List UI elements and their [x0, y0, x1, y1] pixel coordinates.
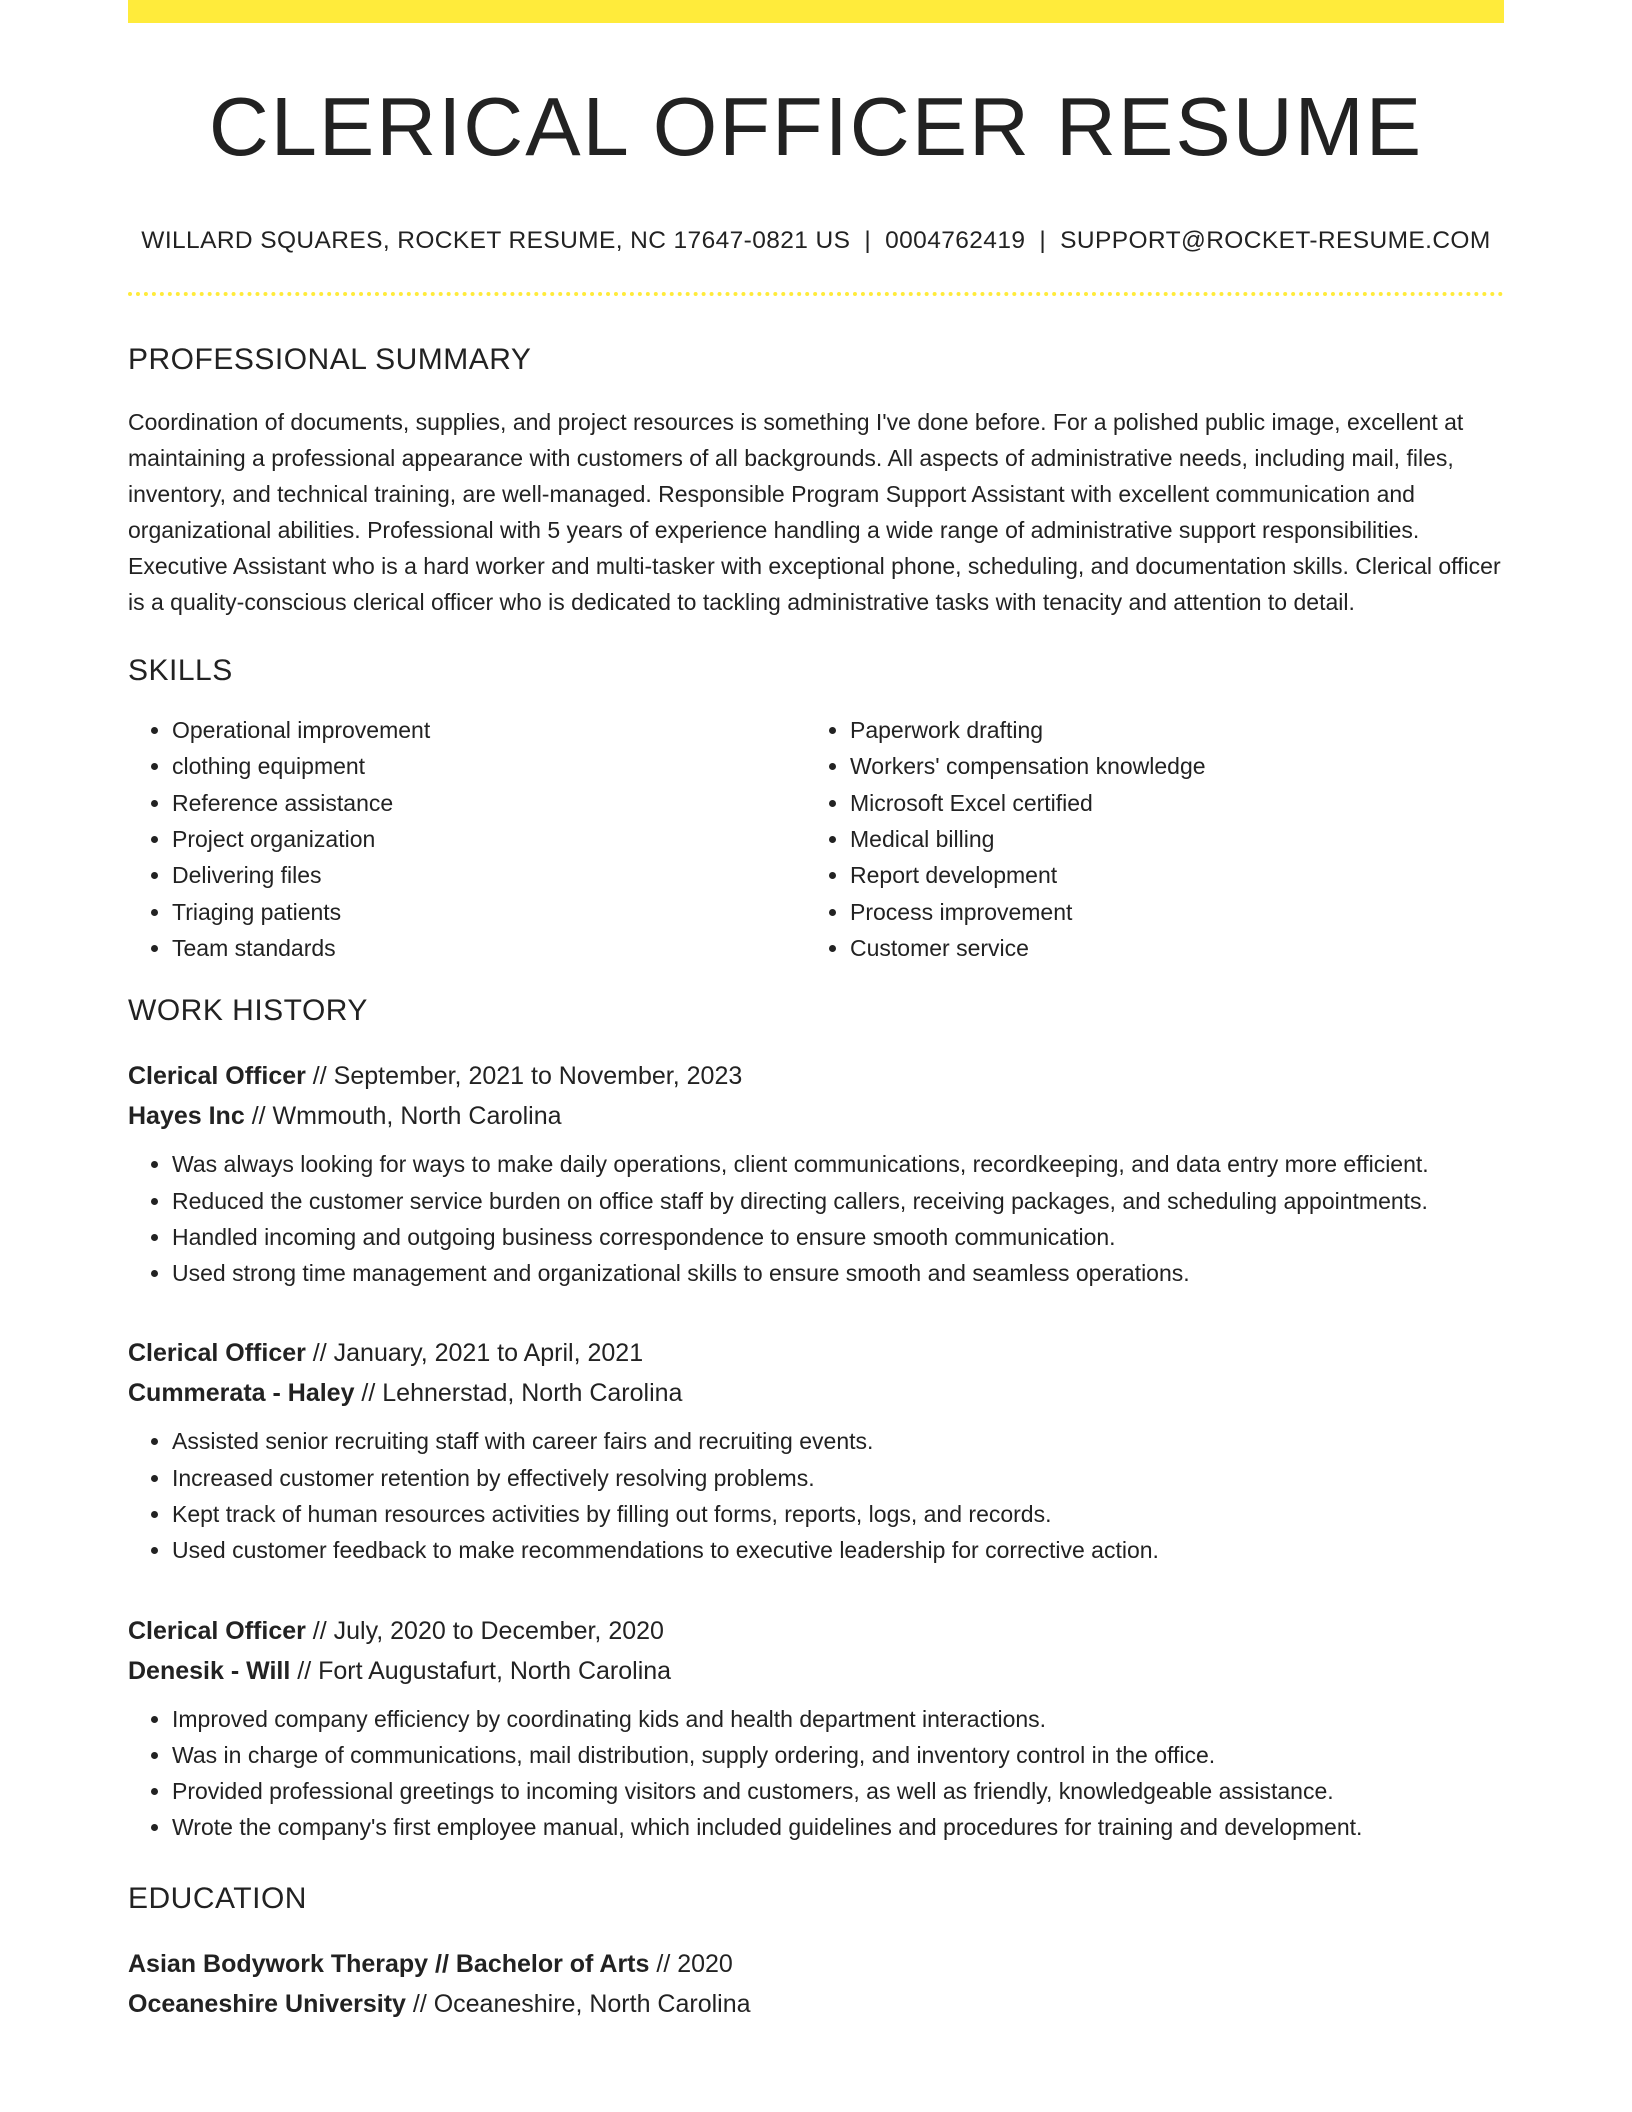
skill-item: • Report development: [850, 857, 1484, 893]
job-bullets: [128, 1701, 1504, 1846]
summary-text: Coordination of documents, supplies, and project resources is something I've done before. For a polished public image, excellent at maintaining a professional appearance with customers of all backgrounds. All aspects of administrative needs, including mail, files, inventory, and technical training, are well-managed. Responsible Program Support Assistant with excellent communication and organizational abilities. Professional with 5 years of experience handling a wide range of administrative support responsibilities. Executive Assistant who is a hard worker and multi-tasker with exceptional phone, scheduling, and documentation skills. Clerical officer is a quality-conscious clerical officer who is dedicated to tackling administrative tasks with tenacity and attention to detail.: [128, 409, 1501, 616]
contact-line: [128, 227, 1504, 255]
skill-item: • Microsoft Excel certified: [850, 785, 1484, 821]
job-entry: [128, 1611, 1504, 1846]
skill-item: • Triaging patients: [172, 894, 806, 930]
skill-item: • Operational improvement: [172, 712, 806, 748]
job-title-line: [128, 1611, 1504, 1651]
job-bullets: [128, 1423, 1504, 1568]
resume-title: CLERICAL OFFICER RESUME: [208, 80, 1424, 173]
job-company: Cummerata - Haley: [128, 1379, 355, 1408]
job-bullet: • Reduced the customer service burden on office staff by directing callers, receiving packages, and scheduling appointments.: [172, 1183, 1504, 1219]
job-bullet: • Increased customer retention by effectively resolving problems.: [172, 1460, 1504, 1496]
skill-item: • Project organization: [172, 821, 806, 857]
job-dates: // January, 2021 to April, 2021: [305, 1339, 644, 1368]
contact-email: SUPPORT@ROCKET-RESUME.COM: [1060, 227, 1491, 255]
job-bullet: • Used strong time management and organizational skills to ensure smooth and seamless operations.: [172, 1255, 1504, 1291]
job-bullet: • Assisted senior recruiting staff with career fairs and recruiting events.: [172, 1423, 1504, 1459]
education-school-line: [128, 1984, 1504, 2024]
job-bullet: • Handled incoming and outgoing business correspondence to ensure smooth communication.: [172, 1219, 1504, 1255]
resume-page: [128, 0, 1504, 2024]
education-location: // Oceaneshire, North Carolina: [405, 1989, 751, 2018]
job-title-line: [128, 1333, 1504, 1373]
job-dates: // September, 2021 to November, 2023: [305, 1062, 743, 1091]
job-bullet: • Improved company efficiency by coordinating kids and health department interactions.: [172, 1701, 1504, 1737]
contact-phone: 0004762419: [885, 227, 1026, 255]
skill-item: • clothing equipment: [172, 748, 806, 784]
contact-separator: |: [864, 227, 872, 255]
job-dates: // July, 2020 to December, 2020: [305, 1616, 664, 1645]
job-entry: [128, 1056, 1504, 1291]
job-title: Clerical Officer: [128, 1339, 306, 1368]
skill-item: • Customer service: [850, 930, 1484, 966]
skills-column-left: [128, 712, 806, 966]
job-bullet: • Was in charge of communications, mail distribution, supply ordering, and inventory control in the office.: [172, 1737, 1504, 1773]
job-company: Hayes Inc: [128, 1102, 245, 1131]
job-bullet: • Used customer feedback to make recommendations to executive leadership for corrective action.: [172, 1532, 1504, 1568]
education-degree-line: [128, 1944, 1504, 1984]
job-location: // Lehnerstad, North Carolina: [354, 1379, 683, 1408]
education-degree: Asian Bodywork Therapy // Bachelor of Arts: [128, 1949, 650, 1978]
skill-item: • Workers' compensation knowledge: [850, 748, 1484, 784]
skill-item: • Process improvement: [850, 894, 1484, 930]
skills-column-right: [806, 712, 1484, 966]
education-year: // 2020: [649, 1949, 733, 1978]
job-company-line: [128, 1096, 1504, 1136]
job-location: // Wmmouth, North Carolina: [244, 1102, 562, 1131]
contact-separator: |: [1039, 227, 1047, 255]
skill-item: • Reference assistance: [172, 785, 806, 821]
job-bullet: • Was always looking for ways to make daily operations, client communications, recordkeeping, and data entry more efficient.: [172, 1146, 1504, 1182]
summary-heading: PROFESSIONAL SUMMARY: [128, 343, 532, 377]
job-bullet: • Wrote the company's first employee manual, which included guidelines and procedures for training and development.: [172, 1809, 1504, 1845]
education-entry: [128, 1944, 1504, 2024]
job-entry: [128, 1333, 1504, 1568]
skill-item: • Delivering files: [172, 857, 806, 893]
contact-address: WILLARD SQUARES, ROCKET RESUME, NC 17647-0821 US: [141, 227, 851, 255]
job-bullets: [128, 1146, 1504, 1291]
dotted-divider: [128, 292, 1504, 296]
education-heading: EDUCATION: [128, 1881, 307, 1915]
job-title: Clerical Officer: [128, 1616, 306, 1645]
job-bullet: • Kept track of human resources activities by filling out forms, reports, logs, and records.: [172, 1496, 1504, 1532]
skill-item: • Team standards: [172, 930, 806, 966]
work-history-heading: WORK HISTORY: [128, 994, 368, 1028]
job-company: Denesik - Will: [128, 1656, 291, 1685]
job-location: // Fort Augustafurt, North Carolina: [290, 1656, 672, 1685]
job-bullet: • Provided professional greetings to incoming visitors and customers, as well as friendly, knowledgeable assistance.: [172, 1773, 1504, 1809]
job-title: Clerical Officer: [128, 1062, 306, 1091]
skills-list: [128, 712, 1504, 966]
skill-item: • Paperwork drafting: [850, 712, 1484, 748]
job-company-line: [128, 1373, 1504, 1413]
job-title-line: [128, 1056, 1504, 1096]
accent-top-bar: [128, 0, 1504, 23]
skill-item: • Medical billing: [850, 821, 1484, 857]
job-company-line: [128, 1651, 1504, 1691]
skills-heading: SKILLS: [128, 654, 233, 688]
education-school: Oceaneshire University: [128, 1989, 406, 2018]
